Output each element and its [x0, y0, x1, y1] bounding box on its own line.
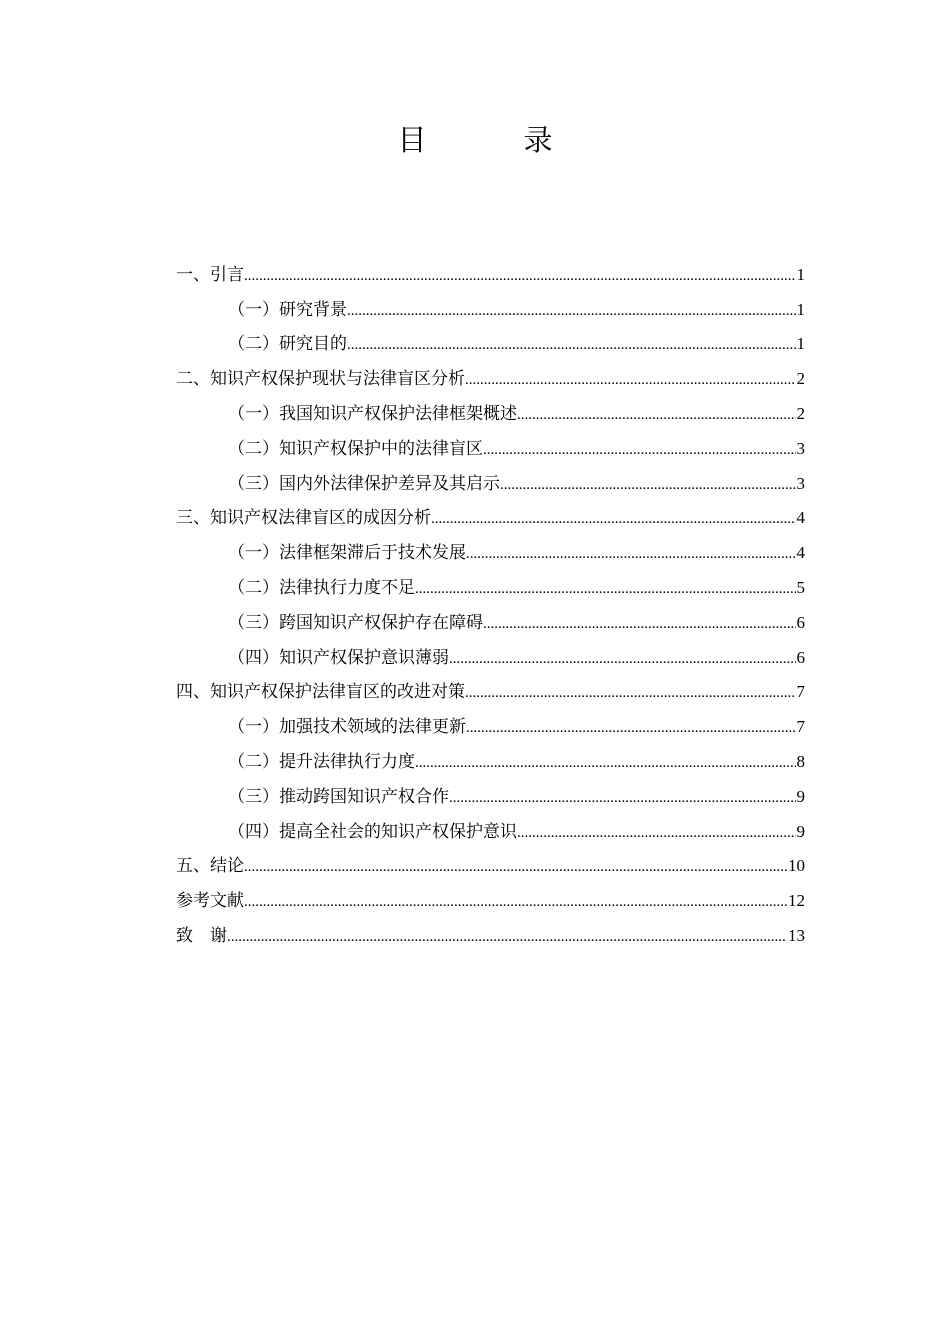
- toc-leader-dots: [483, 440, 796, 460]
- toc-page-number: 1: [796, 299, 805, 319]
- toc-page-number: 2: [796, 403, 805, 423]
- toc-entry-label: （一）加强技术领域的法律更新: [228, 717, 466, 738]
- toc-entry[interactable]: [176, 773, 805, 808]
- table-of-contents: [176, 251, 805, 947]
- toc-entry-label: （三）推动跨国知识产权合作: [228, 786, 449, 807]
- toc-entry[interactable]: [176, 425, 805, 460]
- toc-page-number: 7: [796, 717, 805, 737]
- toc-entry-label: （一）我国知识产权保护法律框架概述: [228, 403, 517, 424]
- toc-entry[interactable]: [176, 669, 805, 704]
- toc-page-number: 13: [788, 925, 805, 945]
- toc-leader-dots: [347, 301, 796, 321]
- toc-leader-dots: [449, 649, 796, 669]
- toc-entry[interactable]: [176, 843, 805, 878]
- toc-page-number: 8: [796, 751, 805, 771]
- toc-page-number: 12: [788, 891, 805, 911]
- toc-page-number: 10: [788, 856, 805, 876]
- toc-page-number: 5: [796, 577, 805, 597]
- toc-entry-label: （四）提高全社会的知识产权保护意识: [228, 821, 517, 842]
- toc-entry-label: 五、结论: [176, 856, 244, 877]
- toc-entry-label: 致 谢: [176, 925, 227, 946]
- toc-entry[interactable]: [176, 912, 805, 947]
- toc-page-number: 3: [796, 438, 805, 458]
- toc-page-number: 9: [796, 821, 805, 841]
- toc-leader-dots: [500, 475, 796, 495]
- toc-page-number: 6: [796, 647, 805, 667]
- toc-entry[interactable]: [176, 321, 805, 356]
- toc-page-number: 6: [796, 612, 805, 632]
- toc-entry[interactable]: [176, 390, 805, 425]
- toc-entry[interactable]: [176, 564, 805, 599]
- toc-entry[interactable]: [176, 529, 805, 564]
- toc-leader-dots: [415, 753, 796, 773]
- toc-entry[interactable]: [176, 808, 805, 843]
- toc-entry[interactable]: [176, 703, 805, 738]
- toc-entry[interactable]: [176, 495, 805, 530]
- toc-entry[interactable]: [176, 738, 805, 773]
- toc-page-number: 4: [796, 543, 805, 563]
- toc-entry[interactable]: [176, 355, 805, 390]
- toc-entry[interactable]: [176, 251, 805, 286]
- toc-entry-label: （二）法律执行力度不足: [228, 577, 415, 598]
- toc-entry-label: （四）知识产权保护意识薄弱: [228, 647, 449, 668]
- toc-leader-dots: [449, 788, 796, 808]
- toc-entry-label: （一）法律框架滞后于技术发展: [228, 543, 466, 564]
- toc-page-number: 4: [796, 508, 805, 528]
- toc-leader-dots: [347, 335, 796, 355]
- toc-entry[interactable]: [176, 460, 805, 495]
- toc-leader-dots: [483, 614, 796, 634]
- toc-entry-label: （二）研究目的: [228, 334, 347, 355]
- toc-page-number: 9: [796, 786, 805, 806]
- toc-page-number: 1: [796, 264, 805, 284]
- toc-leader-dots: [465, 370, 796, 390]
- toc-leader-dots: [517, 405, 796, 425]
- toc-leader-dots: [244, 857, 787, 877]
- toc-entry-label: （三）跨国知识产权保护存在障碍: [228, 612, 483, 633]
- toc-leader-dots: [227, 927, 787, 947]
- toc-leader-dots: [415, 579, 796, 599]
- toc-entry-label: 三、知识产权法律盲区的成因分析: [176, 508, 431, 529]
- toc-entry-label: 参考文献: [176, 891, 244, 912]
- toc-leader-dots: [431, 509, 796, 529]
- toc-page-number: 3: [796, 473, 805, 493]
- toc-entry[interactable]: [176, 286, 805, 321]
- toc-leader-dots: [466, 544, 796, 564]
- toc-entry-label: 一、引言: [176, 264, 244, 285]
- toc-entry-label: 四、知识产权保护法律盲区的改进对策: [176, 682, 465, 703]
- toc-entry-label: （二）知识产权保护中的法律盲区: [228, 438, 483, 459]
- page-title: 目 录: [397, 123, 587, 157]
- toc-page-number: 2: [796, 369, 805, 389]
- toc-leader-dots: [517, 823, 796, 843]
- toc-entry[interactable]: [176, 877, 805, 912]
- toc-leader-dots: [244, 892, 787, 912]
- toc-entry-label: 二、知识产权保护现状与法律盲区分析: [176, 369, 465, 390]
- toc-entry-label: （三）国内外法律保护差异及其启示: [228, 473, 500, 494]
- toc-leader-dots: [244, 266, 796, 286]
- toc-entry-label: （二）提升法律执行力度: [228, 751, 415, 772]
- toc-entry[interactable]: [176, 634, 805, 669]
- toc-leader-dots: [466, 718, 796, 738]
- toc-entry-label: （一）研究背景: [228, 299, 347, 320]
- toc-entry[interactable]: [176, 599, 805, 634]
- toc-page-number: 1: [796, 334, 805, 354]
- toc-page-number: 7: [796, 682, 805, 702]
- toc-leader-dots: [465, 683, 796, 703]
